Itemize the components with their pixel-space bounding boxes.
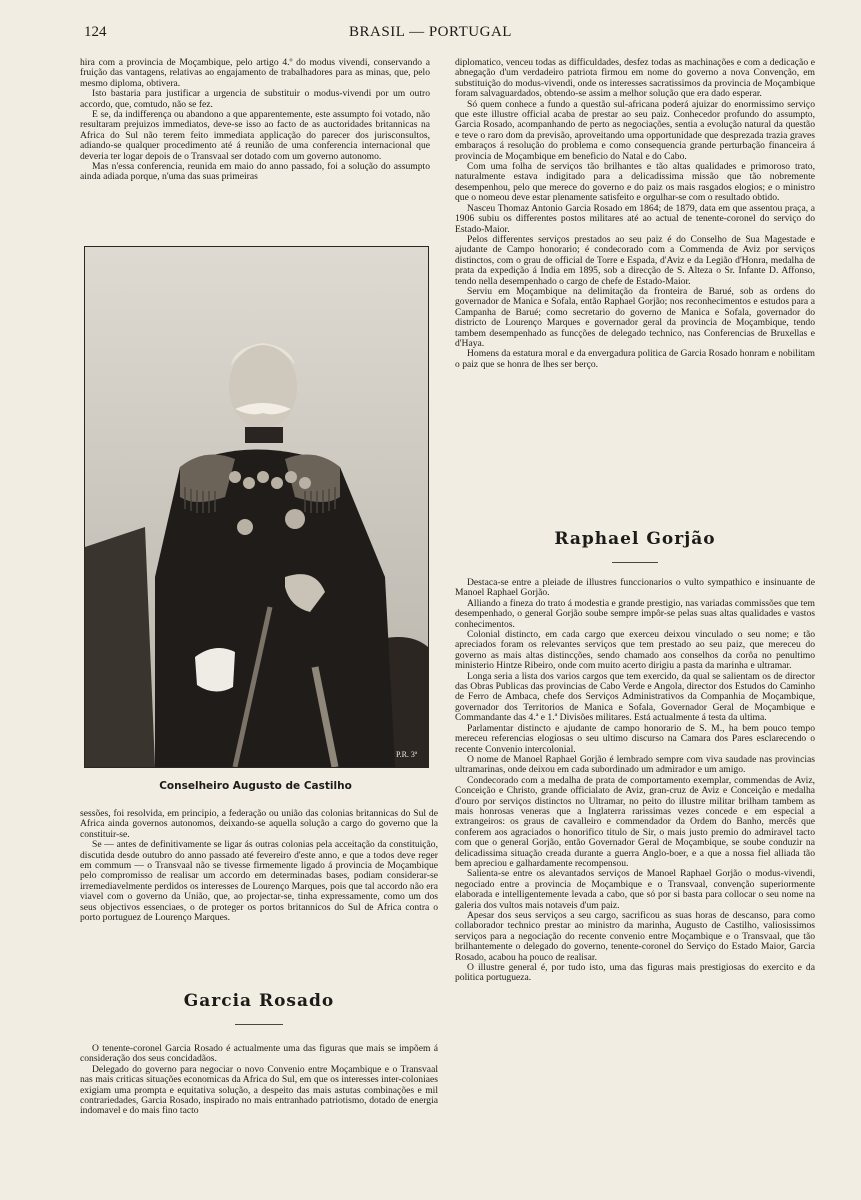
heading-rule xyxy=(235,1024,283,1025)
paragraph: Com uma folha de serviços tão brilhantes e tão altas qualidades e primoroso trato, naturalmente estava indigitado para a delicadissima missão que tão nobremente desempenhou, pelo que merece do governo e do paiz os mais rasgados elogios; e o ministro que o nomeou deve estar plenamente satisfeito e orgulhar-se com o resultado obtido. xyxy=(455,161,815,204)
paragraph: Se — antes de definitivamente se ligar ás outras colonias pela acceitação da constituição, discutida desde outubro do anno passado até fevereiro d'este anno, e que a todos deve reger em commum — o Transvaal não se tivesse firmemente ligado á provincia de Moçambique pelo compromisso de realisar um accordo em determinadas bases, podiam considerar-se irremediavelmente perdidos os interesses de Lourenço Marques, pois que tal accordo não era viavel com o governo da União, que, ao projectar-se, tinha expressamente, como um dos seus objectivos essenciaes, o de proteger os portos britannicos do Sul de Africa contra o porto portuguez de Lourenço Marques. xyxy=(80,839,438,924)
paragraph: Destaca-se entre a pleiade de illustres funccionarios o vulto sympathico e insinuante de Manoel Raphael Gorjão. xyxy=(455,577,815,599)
paragraph: O illustre general é, por tudo isto, uma das figuras mais prestigiosas do exercito e da politica portugueza. xyxy=(455,962,815,984)
paragraph: Pelos differentes serviços prestados ao seu paiz é do Conselho de Sua Magestade e ajudante de Campo honorario; é condecorado com a Commenda de Aviz por serviços distinctos, com o grau de official de Torre e Espada, d'Aviz e da Legião d'Honra, medalha de prata da expedição á India em 1895, sob a direcção de S. Alteza o Sr. Infante D. Affonso, tendo nella desempenhado o cargo de chefe de Estado-Maior. xyxy=(455,233,815,287)
garcia-rosado-section xyxy=(80,1044,438,1117)
page-number: 124 xyxy=(84,24,107,40)
portrait-photo xyxy=(84,246,429,768)
paragraph: Serviu em Moçambique na delimitação da fronteira de Barué, sob as ordens do governador de Manica e Sofala, então Raphael Gorjão; nos reconhecimentos e estudos para a Campanha de Barué; como secretario do governo de Manica e Sofala, governador do districto de Lourenço Marques e governador geral da provincia de Moçambique, tendo tambem desempenhado as funcções de delegado technico, nas Conferencias de Bruxellas e d'Haya. xyxy=(455,285,815,349)
paragraph: O tenente-coronel Garcia Rosado é actualmente uma das figuras que mais se impõem á consideração dos seus concidadãos. xyxy=(80,1043,438,1065)
paragraph: Isto bastaria para justificar a urgencia de substituir o modus-vivendi por um outro accordo, que, comtudo, não se fez. xyxy=(80,88,430,110)
paragraph: hira com a provincia de Moçambique, pelo artigo 4.º do modus vivendi, conservando a fruição das vantagens, relativas ao engajamento de trabalhadores para as minas, que, pelo mesmo diploma, obtivera. xyxy=(80,57,430,89)
paragraph: Condecorado com a medalha de prata de comportamento exemplar, commendas de Aviz, Conceição e Christo, grande officialato de Aviz, gran-cruz de Aviz e Conceição e medalha d'ouro por serviços distinctos no Ultramar, no peito do illustre militar brilham tambem as mais honrosas veneras que a Inglaterra rarissimas vezes concede e em especial a extrangeiros: os graus de cavalleiro e commendador da Ordem do Banho, mercês que conferem aos agraciados o honorifico titulo de Sir, o mais justo premio do admiravel tacto com que o general Gorjão, então Governador Geral de Moçambique, se soube conduzir na delicadissima situação creada durante a guerra Anglo-boer, e a que a nossa fiel alliada tão bem apreciou e galhardamente recompensou. xyxy=(455,774,815,869)
photo-caption: Conselheiro Augusto de Castilho xyxy=(159,780,352,792)
paragraph: sessões, foi resolvida, em principio, a federação ou união das colonias britannicas do Sul de Africa ainda governos autonomos, deixando-se aquella solução a cargo do governo que la constituir-se. xyxy=(80,808,438,840)
paragraph: Alliando a fineza do trato á modestia e grande prestigio, nas variadas commissões que tem desempenhado, o general Gorjão soube sempre impôr-se pelas suas altas qualidades e vastos conhecimentos. xyxy=(455,597,815,630)
paragraph: diplomatico, venceu todas as difficuldades, desfez todas as machinações e com a dedicação e abnegação d'um verdadeiro patriota firmou em nome do governo a nova Convenção, em substituição do modus-vivendi, onde os interesses sacratissimos da provincia de Moçambique foram salvaguardados, obtendo-se assim a melhor solução que era dado esperar. xyxy=(455,57,815,100)
raphael-gorjao-section xyxy=(455,578,815,984)
left-column-bottom xyxy=(80,809,438,923)
paragraph: Colonial distincto, em cada cargo que exerceu deixou vinculado o seu nome; e tão apreciados foram os relevantes serviços que tem prestado ao seu paiz, que mereceu do governo as mais altas distincções, sendo chamado aos conselhos da corôa no penultimo ministerio Hintze Ribeiro, onde com muito acerto dirigiu a pasta da marinha e ultramar. xyxy=(455,629,815,672)
raphael-gorjao-heading: Raphael Gorjão xyxy=(554,529,716,549)
paragraph: Delegado do governo para negociar o novo Convenio entre Moçambique e o Transvaal nas mais criticas situações economicas da Africa do Sul, em que os interesses inter-coloniaes exigiam uma prompta e equitativa solução, a despeito das mais astutas combinações e mil contrariedades, Garcia Rosado, inspirado no mais entranhado patriotismo, dotado de energia indomavel e do mais fino tacto xyxy=(80,1063,438,1117)
right-column-top xyxy=(455,58,815,370)
paragraph: O nome de Manoel Raphael Gorjão é lembrado sempre com viva saudade nas provincias ultramarinas, onde deixou em cada subordinado um admirador e um amigo. xyxy=(455,753,815,776)
paragraph: Mas n'essa conferencia, reunida em maio do anno passado, foi a solução do assumpto ainda adiada porque, n'uma das suas primeiras xyxy=(80,161,430,183)
paragraph: E se, da indifferença ou abandono a que apparentemente, este assumpto foi votado, não resultaram prejuizos immediatos, deve-se isso ao facto de as auctoridades britannicas na Africa do Sul não terem feito immediata applicação do parecer dos jurisconsultos, adiando-se qualquer procedimento até á reunião de uma conferencia internacional que deveria ter logar depois de o Transvaal ser dotado com um governo autonomo. xyxy=(80,109,430,162)
paragraph: Apesar dos seus serviços a seu cargo, sacrificou as suas horas de descanso, para como collaborador technico prestar ao ministro da marinha, Augusto de Castilho, valiosissimos serviços para a negociação do recente convenio entre Moçambique e o Transvaal, que tão brilhantemente o delegado do governo, tenente-coronel do Serviço do Estado Maior, Garcia Rosado, acabou ha pouco de realisar. xyxy=(455,910,815,963)
paragraph: Salienta-se entre os alevantados serviços de Manoel Raphael Gorjão o modus-vivendi, negociado entre a provincia de Moçambique e o Transvaal, convenção superiormente elaborada e intelligentemente levada a cabo, que só por si basta para collocar o seu nome na galeria dos vultos mais notaveis d'um paiz. xyxy=(455,868,815,911)
paragraph: Nasceu Thomaz Antonio Garcia Rosado em 1864; de 1879, data em que assentou praça, a 1906 subiu os differentes postos militares até ao actual de tenente-coronel do serviço do Estado-Maior. xyxy=(455,202,815,235)
left-column-top xyxy=(80,58,430,183)
running-title: BRASIL — PORTUGAL xyxy=(349,24,512,40)
paragraph: Homens da estatura moral e da envergadura politica de Garcia Rosado honram e nobilitam o paiz que se honra de lhes ser berço. xyxy=(455,348,815,370)
portrait-illustration xyxy=(85,247,428,767)
paragraph: Só quem conhece a fundo a questão sul-africana poderá ajuizar do enormissimo serviço que este illustre official acaba de prestar ao seu paiz. Conhecedor profundo do assumpto, Garcia Rosado, acompanhando de perto as negociações, sentia a evolução natural da questão e teve o raro dom da previsão, aproveitando uma opportunidade que desprezada trazia graves embaraços á resolução do problema e como consequencia grande perturbação financeira á provincia de Moçambique em beneficio do Natal e do Cabo. xyxy=(455,98,815,162)
heading-rule xyxy=(612,562,658,563)
paragraph: Longa seria a lista dos varios cargos que tem exercido, da qual se salientam os de director das Obras Publicas das provincias de Cabo Verde e Angola, director dos Estudos do Caminho de Ferro de Ambaca, chefe dos Serviços Administrativos da Companhia de Moçambique, governador dos Territorios de Manica e Sofala, Governador Geral de Moçambique e Commandante das 4.ª e 1.ª Divisões militares. Está actualmente á testa da ultima. xyxy=(455,670,815,724)
photographer-signature: P.R. 3ª xyxy=(396,750,418,759)
paragraph: Parlamentar distincto e ajudante de campo honorario de S. M., ha bem pouco tempo mereceu referencias elogiosas o seu ultimo discurso na Camara dos Pares esclarecendo o recente Convenio intercolonial. xyxy=(455,722,815,755)
garcia-rosado-heading: Garcia Rosado xyxy=(183,991,335,1011)
